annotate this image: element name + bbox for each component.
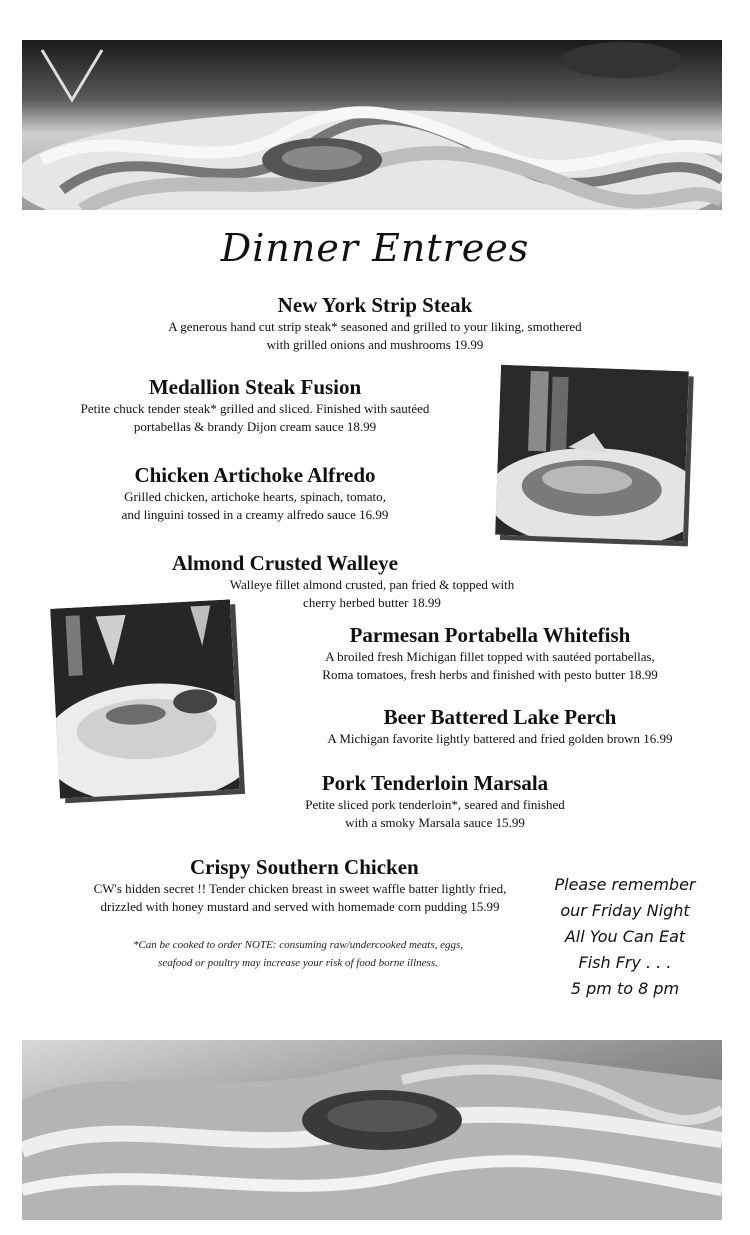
steak-dish-photo bbox=[495, 365, 689, 541]
reminder-line: 5 pm to 8 pm bbox=[570, 979, 680, 998]
item-name: Almond Crusted Walleye bbox=[172, 551, 398, 575]
menu-item-chicken-artichoke-alfredo bbox=[80, 462, 430, 524]
menu-item-parmesan-portabella-whitefish bbox=[290, 622, 690, 684]
item-name: Beer Battered Lake Perch bbox=[383, 705, 617, 729]
menu-item-new-york-strip-steak bbox=[0, 292, 750, 354]
note-line: *Can be cooked to order NOTE: consuming raw/undercooked meats, eggs, bbox=[132, 939, 464, 951]
menu-item-medallion-steak-fusion bbox=[60, 374, 450, 436]
reminder-line: our Friday Night bbox=[560, 901, 690, 920]
item-name: Crispy Southern Chicken bbox=[190, 855, 419, 879]
item-desc-line: Petite chuck tender steak* grilled and sliced. Finished with sautéed bbox=[80, 401, 430, 416]
item-desc-line: CW's hidden secret !! Tender chicken breast in sweet waffle batter lightly fried, bbox=[93, 881, 507, 896]
menu-item-beer-battered-lake-perch bbox=[300, 704, 700, 748]
note-line: seafood or poultry may increase your risk of food borne illness. bbox=[158, 957, 438, 969]
item-desc-line: and linguini tossed in a creamy alfredo sauce 16.99 bbox=[121, 507, 389, 522]
item-desc-line: portabellas & brandy Dijon cream sauce 18.99 bbox=[133, 419, 377, 434]
reminder-line: Fish Fry . . . bbox=[578, 953, 672, 972]
page-title: Dinner Entrees bbox=[220, 226, 530, 270]
item-desc-line: with a smoky Marsala sauce 15.99 bbox=[345, 815, 525, 830]
item-desc-line: Petite sliced pork tenderloin*, seared and finished bbox=[305, 797, 565, 812]
item-desc-line: A Michigan favorite lightly battered and fried golden brown 16.99 bbox=[327, 731, 673, 746]
item-desc-line: cherry herbed butter 18.99 bbox=[303, 595, 441, 610]
fish-fry-reminder bbox=[545, 872, 705, 1002]
top-banner-pasta-photo bbox=[22, 40, 722, 210]
menu-item-crispy-southern-chicken bbox=[90, 854, 510, 916]
reminder-line: Please remember bbox=[554, 875, 696, 894]
item-desc-line: Walleye fillet almond crusted, pan fried & topped with bbox=[229, 577, 515, 592]
reminder-line: All You Can Eat bbox=[564, 927, 686, 946]
item-desc-line: A broiled fresh Michigan fillet topped with sautéed portabellas, bbox=[325, 649, 655, 664]
item-desc-line: with grilled onions and mushrooms 19.99 bbox=[266, 337, 484, 352]
item-name: Pork Tenderloin Marsala bbox=[321, 771, 549, 795]
item-desc-line: Roma tomatoes, fresh herbs and finished with pesto butter 18.99 bbox=[322, 667, 658, 682]
item-name: Chicken Artichoke Alfredo bbox=[134, 463, 376, 487]
item-desc-line: drizzled with honey mustard and served with homemade corn pudding 15.99 bbox=[100, 899, 500, 914]
item-name: New York Strip Steak bbox=[277, 293, 473, 317]
item-desc-line: Grilled chicken, artichoke hearts, spinach, tomato, bbox=[124, 489, 386, 504]
item-desc-line: A generous hand cut strip steak* seasoned and grilled to your liking, smothered bbox=[168, 319, 582, 334]
bottom-banner-fish-fry-photo bbox=[22, 1040, 722, 1220]
item-name: Parmesan Portabella Whitefish bbox=[349, 623, 631, 647]
item-name: Medallion Steak Fusion bbox=[148, 375, 362, 399]
food-safety-note bbox=[108, 936, 488, 972]
menu-item-pork-tenderloin-marsala bbox=[250, 770, 620, 832]
whitefish-dish-photo bbox=[50, 599, 240, 798]
